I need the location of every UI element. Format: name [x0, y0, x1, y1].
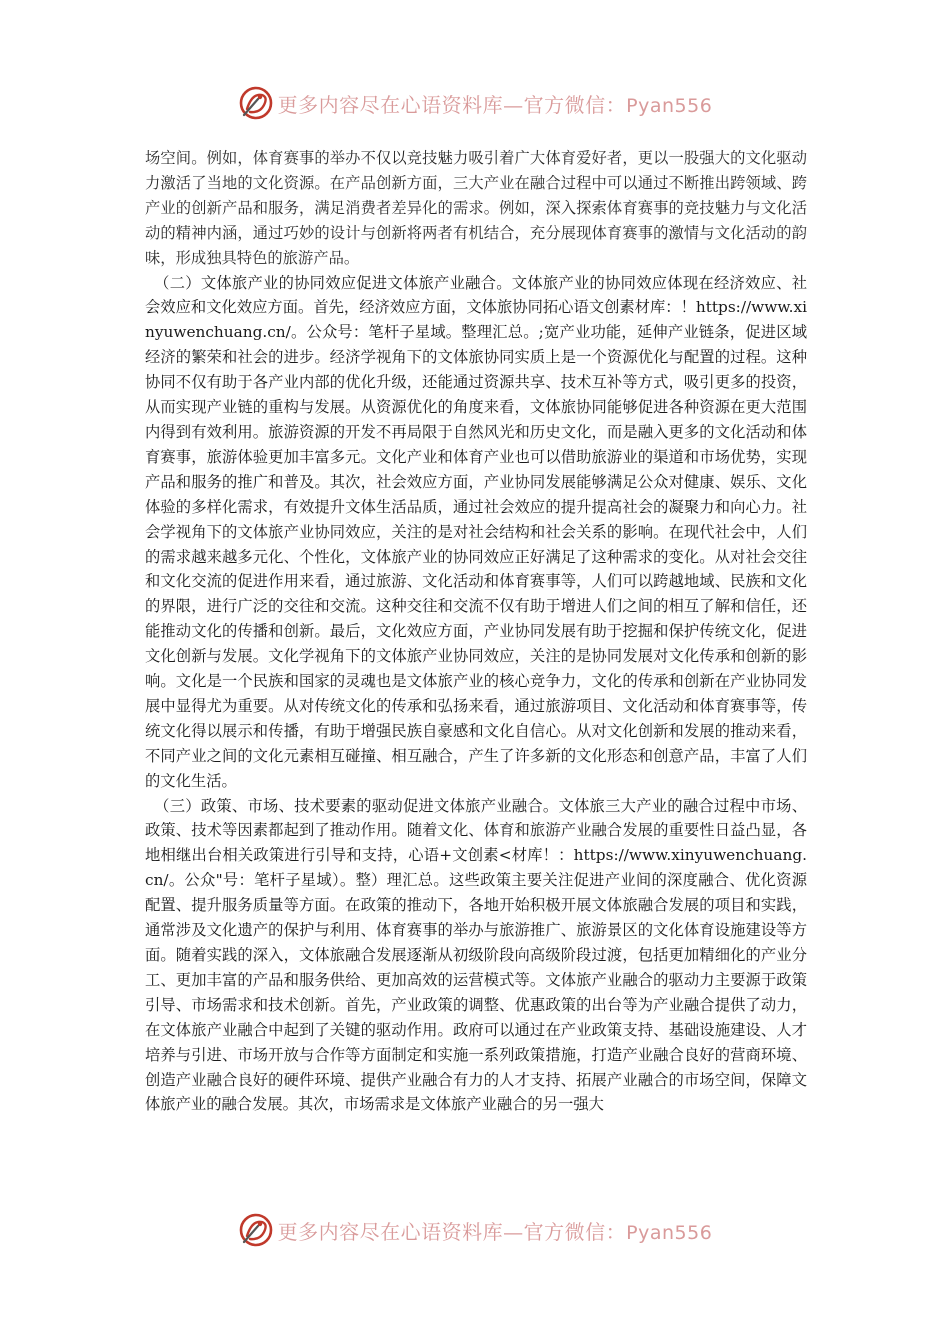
footer-banner-label: 更多内容尽在心语资料库—官方微信： [277, 1219, 627, 1244]
logo-icon [238, 85, 274, 121]
header-banner-label: 更多内容尽在心语资料库—官方微信： [277, 92, 627, 117]
header-banner-text [278, 89, 713, 118]
header-banner-handle: Pyan556 [626, 94, 713, 117]
header-banner [0, 83, 950, 123]
footer-banner [0, 1210, 950, 1250]
paragraph-3: （三）政策、市场、技术要素的驱动促进文体旅产业融合。文体旅三大产业的融合过程中市场、政策、技术等因素都起到了推动作用。随着文化、体育和旅游产业融合发展的重要性日益凸显，各地相继出台相关政策进行引导和支持，心语+文创素<材库！：https://www.xinyuwenchuang.cn/。公众"号：笔杆子星域）。整）理汇总。这些政策主要关注促进产业间的深度融合、优化资源配置、提升服务质量等方面。在政策的推动下，各地开始积极开展文体旅融合发展的项目和实践，通常涉及文化遗产的保护与利用、体育赛事的举办与旅游推广、旅游景区的文化体育设施建设等方面。随着实践的深入，文体旅融合发展逐渐从初级阶段向高级阶段过渡，包括更加精细化的产业分工、更加丰富的产品和服务供给、更加高效的运营模式等。文体旅产业融合的驱动力主要源于政策引导、市场需求和技术创新。首先，产业政策的调整、优惠政策的出台等为产业融合提供了动力，在文体旅产业融合中起到了关键的驱动作用。政府可以通过在产业政策支持、基础设施建设、人才培养与引进、市场开放与合作等方面制定和实施一系列政策措施，打造产业融合良好的营商环境、创造产业融合良好的硬件环境、提供产业融合有力的人才支持、拓展产业融合的市场空间，保障文体旅产业的融合发展。其次，市场需求是文体旅产业融合的另一强大 [145, 796, 807, 1114]
paragraph-2: （二）文体旅产业的协同效应促进文体旅产业融合。文体旅产业的协同效应体现在经济效应、社会效应和文化效应方面。首先，经济效应方面，文体旅协同拓心语文创素材库：！https://www.xinyuwenchuang.cn/。公众号：笔杆子星域。整理汇总。;宽产业功能，延伸产业链条，促进区域经济的繁荣和社会的进步。经济学视角下的文体旅协同实质上是一个资源优化与配置的过程。这种协同不仅有助于各产业内部的优化升级，还能通过资源共享、技术互补等方式，吸引更多的投资，从而实现产业链的重构与发展。从资源优化的角度来看，文体旅协同能够促进各种资源在更大范围内得到有效利用。旅游资源的开发不再局限于自然风光和历史文化，而是融入更多的文化活动和体育赛事，旅游体验更加丰富多元。文化产业和体育产业也可以借助旅游业的渠道和市场优势，实现产品和服务的推广和普及。其次，社会效应方面，产业协同发展能够满足公众对健康、娱乐、文化体验的多样化需求，有效提升文体生活品质，通过社会效应的提升提高社会的凝聚力和向心力。社会学视角下的文体旅产业协同效应，关注的是对社会结构和社会关系的影响。在现代社会中，人们的需求越来越多元化、个性化，文体旅产业的协同效应正好满足了这种需求的变化。从对社会交往和文化交流的促进作用来看，通过旅游、文化活动和体育赛事等，人们可以跨越地域、民族和文化的界限，进行广泛的交往和交流。这种交往和交流不仅有助于增进人们之间的相互了解和信任，还能推动文化的传播和创新。最后，文化效应方面，产业协同发展有助于挖掘和保护传统文化，促进文化创新与发展。文化学视角下的文体旅产业协同效应，关注的是协同发展对文化传承和创新的影响。文化是一个民族和国家的灵魂也是文体旅产业的核心竞争力，文化的传承和创新在产业协同发展中显得尤为重要。从对传统文化的传承和弘扬来看，通过旅游项目、文化活动和体育赛事等，传统文化得以展示和传播，有助于增强民族自豪感和文化自信心。从对文化创新和发展的推动来看，不同产业之间的文化元素相互碰撞、相互融合，产生了许多新的文化形态和创意产品，丰富了人们的文化生活。 [145, 273, 807, 790]
article-body [145, 146, 807, 1117]
paragraph-1: 场空间。例如，体育赛事的举办不仅以竞技魅力吸引着广大体育爱好者，更以一股强大的文化驱动力激活了当地的文化资源。在产品创新方面，三大产业在融合过程中可以通过不断推出跨领域、跨产业的创新产品和服务，满足消费者差异化的需求。例如，深入探索体育赛事的竞技魅力与文化活动的精神内涵，通过巧妙的设计与创新将两者有机结合，充分展现体育赛事的激情与文化活动的韵味，形成独具特色的旅游产品。 [145, 149, 807, 267]
logo-icon [238, 1212, 274, 1248]
footer-banner-handle: Pyan556 [626, 1221, 713, 1244]
footer-banner-text [278, 1216, 713, 1245]
